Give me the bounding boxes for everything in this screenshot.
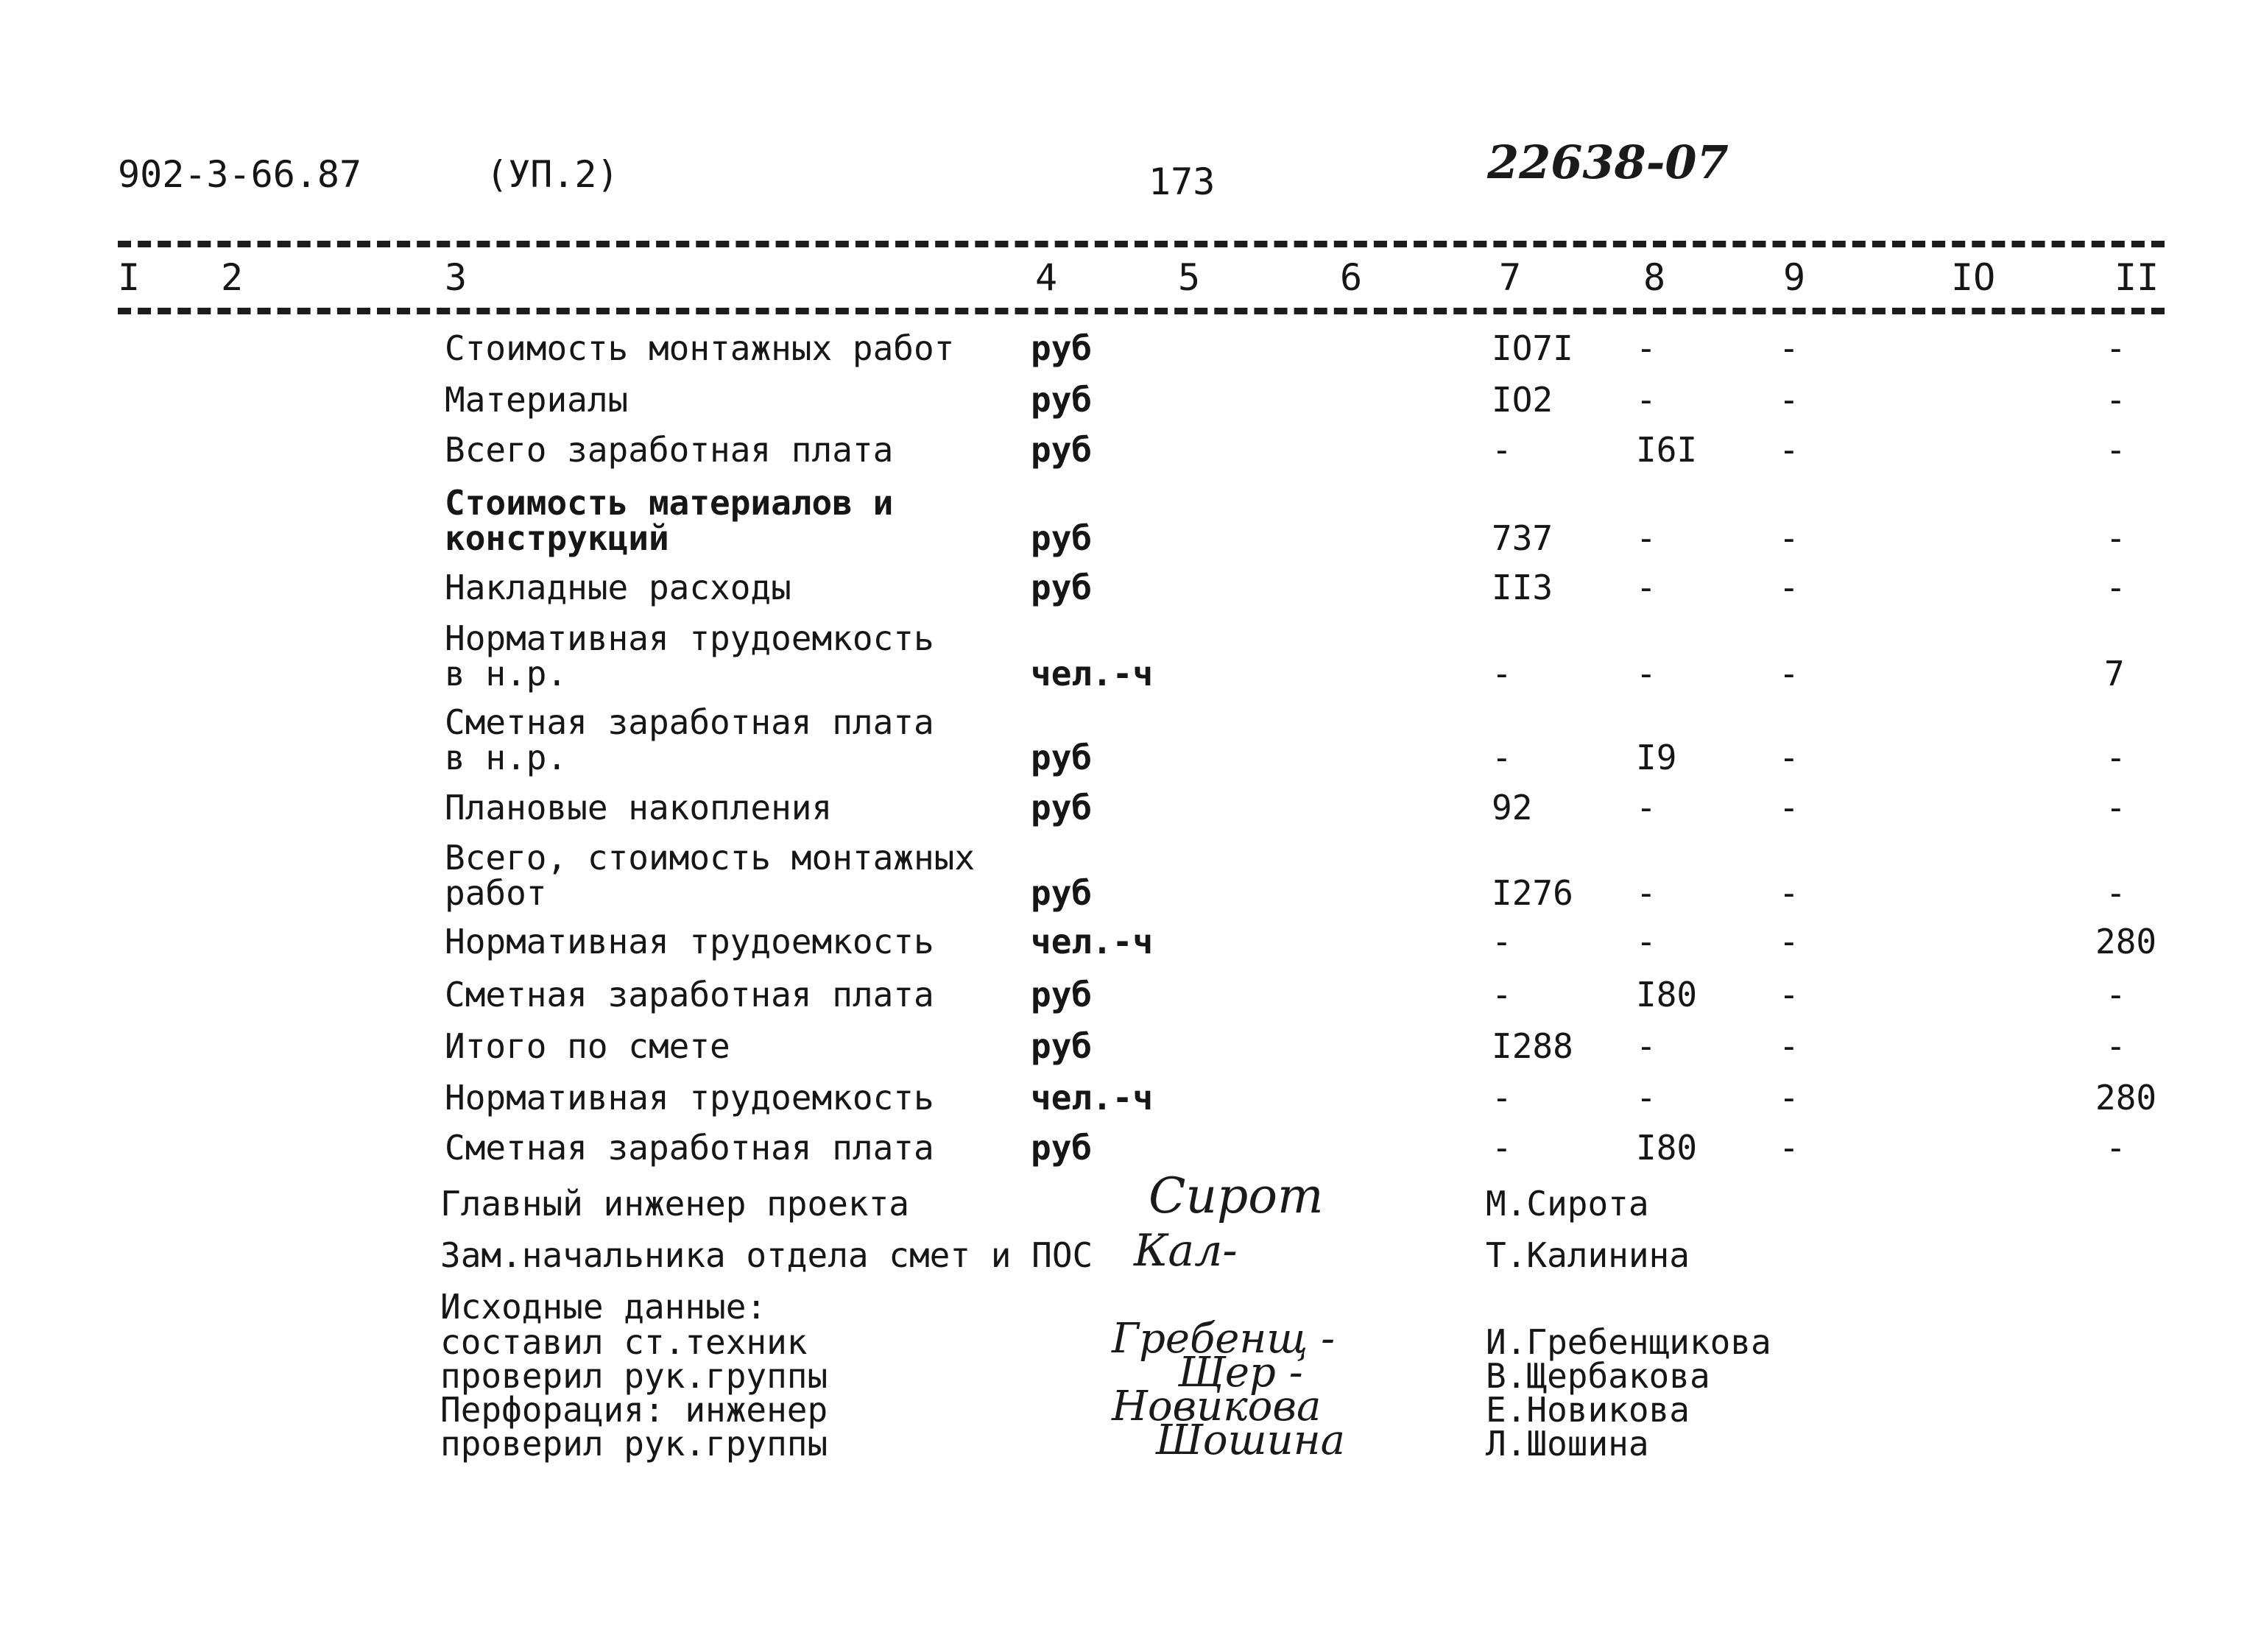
item-unit: руб [1031, 788, 1093, 827]
column-11-value: 7 [2104, 654, 2125, 693]
deputy-head-name: Т.Калинина [1486, 1235, 1690, 1275]
item-name: Итого по смете [445, 1026, 730, 1066]
column-number: 8 [1643, 256, 1666, 299]
column-11-value: - [2106, 380, 2126, 420]
column-9-value: - [1779, 328, 1799, 368]
item-name: работ [445, 873, 547, 913]
column-11-value: - [2106, 1128, 2126, 1168]
source-role: проверил рук.группы [440, 1424, 828, 1464]
column-8-value: - [1636, 328, 1657, 368]
item-unit: чел.-ч [1031, 922, 1154, 961]
item-unit: руб [1031, 1026, 1093, 1066]
column-9-value: - [1779, 788, 1799, 827]
item-unit: руб [1031, 518, 1093, 558]
column-7-value: - [1492, 1078, 1512, 1118]
column-7-value: II3 [1492, 568, 1553, 607]
item-unit: руб [1031, 380, 1093, 420]
source-name: В.Щербакова [1486, 1356, 1710, 1396]
column-9-value: - [1779, 922, 1799, 961]
column-number: II [2114, 256, 2159, 299]
item-name: Нормативная трудоемкость [445, 618, 934, 658]
column-number: 6 [1340, 256, 1363, 299]
column-7-value: - [1492, 430, 1512, 470]
column-9-value: - [1779, 738, 1799, 777]
column-9-value: - [1779, 1026, 1799, 1066]
item-name: Сметная заработная плата [445, 702, 934, 742]
header-bottom-rule [118, 308, 2165, 314]
column-9-value: - [1779, 568, 1799, 607]
item-name: Нормативная трудоемкость [445, 1078, 934, 1118]
column-9-value: - [1779, 380, 1799, 420]
column-11-value: - [2106, 738, 2126, 777]
column-number: I [118, 256, 141, 299]
page-number: 173 [1149, 160, 1216, 203]
column-8-value: I6I [1636, 430, 1698, 470]
column-9-value: - [1779, 1078, 1799, 1118]
column-number: 7 [1499, 256, 1522, 299]
source-name: Л.Шошина [1486, 1424, 1649, 1464]
header-top-rule [118, 241, 2165, 247]
item-name: Плановые накопления [445, 788, 833, 827]
column-9-value: - [1779, 430, 1799, 470]
item-unit: руб [1031, 568, 1093, 607]
source-data-label: Исходные данные: [440, 1287, 767, 1327]
column-8-value: - [1636, 518, 1657, 558]
chief-engineer-role: Главный инженер проекта [440, 1184, 909, 1224]
column-8-value: - [1636, 1078, 1657, 1118]
chief-engineer-name: М.Сирота [1486, 1184, 1649, 1224]
deputy-head-signature: Кал- [1134, 1225, 1238, 1277]
column-8-value: - [1636, 922, 1657, 961]
source-role: Перфорация: инженер [440, 1390, 828, 1430]
column-8-value: - [1636, 380, 1657, 420]
column-9-value: - [1779, 518, 1799, 558]
item-name: конструкций [445, 518, 669, 558]
item-name: Всего, стоимость монтажных [445, 838, 976, 878]
handwritten-number: 22638-07 [1487, 135, 1729, 189]
column-11-value: 280 [2095, 1078, 2157, 1118]
column-number: IO [1951, 256, 1996, 299]
column-11-value: - [2106, 788, 2126, 827]
column-9-value: - [1779, 975, 1799, 1014]
column-8-value: - [1636, 788, 1657, 827]
column-8-value: I80 [1636, 975, 1698, 1014]
item-unit: руб [1031, 873, 1093, 913]
source-signature: Щер - [1178, 1349, 1303, 1397]
item-unit: руб [1031, 738, 1093, 777]
column-7-value: I276 [1492, 873, 1573, 913]
column-11-value: - [2106, 430, 2126, 470]
source-role: проверил рук.группы [440, 1356, 828, 1396]
column-9-value: - [1779, 654, 1799, 693]
column-7-value: IO2 [1492, 380, 1553, 420]
column-8-value: I80 [1636, 1128, 1698, 1168]
column-number: 5 [1178, 256, 1201, 299]
item-name: Стоимость монтажных работ [445, 328, 955, 368]
item-name: Сметная заработная плата [445, 1128, 934, 1168]
item-unit: руб [1031, 328, 1093, 368]
item-name: в н.р. [445, 654, 568, 693]
item-unit: чел.-ч [1031, 1078, 1154, 1118]
source-name: Е.Новикова [1486, 1390, 1690, 1430]
source-name: И.Гребенщикова [1486, 1322, 1771, 1362]
column-7-value: 92 [1492, 788, 1533, 827]
column-number: 3 [445, 256, 468, 299]
column-11-value: - [2106, 873, 2126, 913]
source-signature: Шошина [1156, 1416, 1346, 1464]
item-name: в н.р. [445, 738, 568, 777]
column-8-value: - [1636, 568, 1657, 607]
column-7-value: - [1492, 922, 1512, 961]
chief-engineer-signature: Сирот [1149, 1168, 1324, 1224]
item-name: Всего заработная плата [445, 430, 894, 470]
column-11-value: - [2106, 568, 2126, 607]
column-11-value: - [2106, 328, 2126, 368]
column-7-value: I288 [1492, 1026, 1573, 1066]
column-9-value: - [1779, 873, 1799, 913]
column-7-value: 737 [1492, 518, 1553, 558]
column-7-value: - [1492, 975, 1512, 1014]
item-unit: чел.-ч [1031, 654, 1154, 693]
column-7-value: - [1492, 738, 1512, 777]
item-name: Сметная заработная плата [445, 975, 934, 1014]
column-7-value: - [1492, 1128, 1512, 1168]
item-name: Нормативная трудоемкость [445, 922, 934, 961]
column-11-value: 280 [2095, 922, 2157, 961]
deputy-head-role: Зам.начальника отдела смет и ПОС [440, 1235, 1093, 1275]
item-unit: руб [1031, 975, 1093, 1014]
album-label: (УП.2) [486, 153, 619, 196]
item-name: Накладные расходы [445, 568, 791, 607]
column-9-value: - [1779, 1128, 1799, 1168]
item-unit: руб [1031, 1128, 1093, 1168]
item-name: Материалы [445, 380, 629, 420]
column-8-value: - [1636, 873, 1657, 913]
column-11-value: - [2106, 975, 2126, 1014]
column-number: 4 [1035, 256, 1058, 299]
column-number: 9 [1783, 256, 1806, 299]
document-code: 902-3-66.87 [118, 153, 362, 196]
column-number: 2 [221, 256, 244, 299]
source-signature: Гребенщ - [1112, 1315, 1336, 1363]
source-role: составил ст.техник [440, 1322, 808, 1362]
column-8-value: - [1636, 654, 1657, 693]
column-11-value: - [2106, 518, 2126, 558]
item-name: Стоимость материалов и [445, 483, 894, 523]
column-7-value: - [1492, 654, 1512, 693]
source-signature: Новикова [1112, 1383, 1322, 1430]
column-8-value: I9 [1636, 738, 1677, 777]
column-7-value: IO7I [1492, 328, 1573, 368]
column-11-value: - [2106, 1026, 2126, 1066]
column-8-value: - [1636, 1026, 1657, 1066]
item-unit: руб [1031, 430, 1093, 470]
